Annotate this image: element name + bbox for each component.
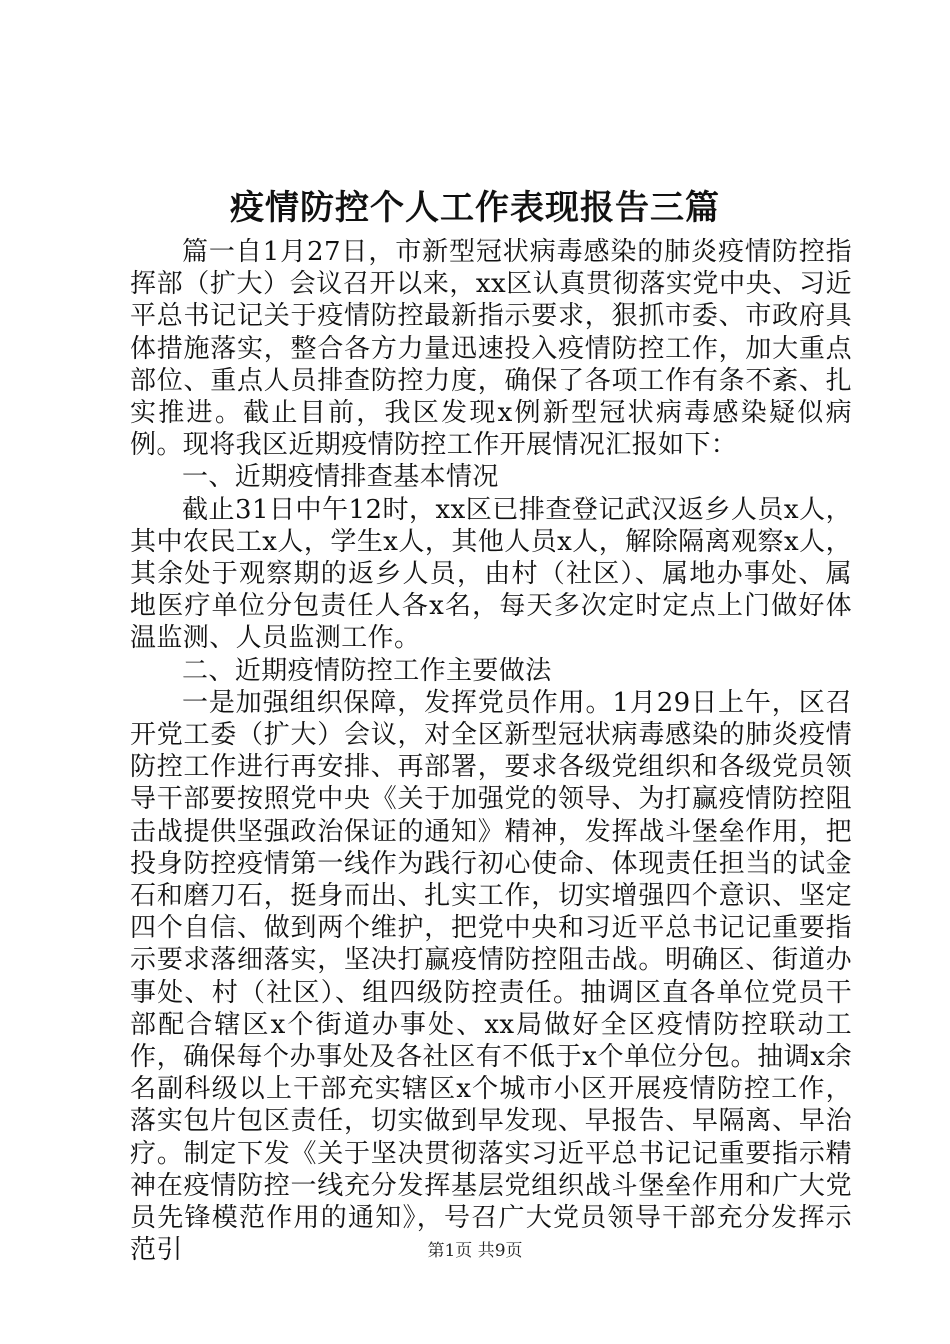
paragraph-investigation: 截止31日中午12时，xx区已排查登记武汉返乡人员x人，其中农民工x人，学生x人，其他人员x人，解除隔离观察x人，其余处于观察期的返乡人员，由村（社区）、属地办事处、属地医疗单位分包责任人各x名，每天多次定时定点上门做好体温监测、人员监测工作。 bbox=[130, 494, 852, 654]
section-heading-1: 一、近期疫情排查基本情况 bbox=[182, 462, 499, 493]
paragraph-organization: 一是加强组织保障，发挥党员作用。1月29日上午，区召开党工委（扩大）会议，对全区新型冠状病毒感染的肺炎疫情防控工作进行再安排、再部署，要求各级党组织和各级党员领导干部要按照党中央《关于加强党的领导、为打赢疫情防控阻击战提供坚强政治保证的通知》精神，发挥战斗堡垒作用，把投身防控疫情第一线作为践行初心使命、体现责任担当的试金石和磨刀石，挺身而出、扎实工作，切实增强四个意识、坚定四个自信、做到两个维护，把党中央和习近平总书记记重要指示要求落细落实，坚决打赢疫情防控阻击战。明确区、街道办事处、村（社区）、组四级防控责任。抽调区直各单位党员干部配合辖区x个街道办事处、xx局做好全区疫情防控联动工作，确保每个办事处及各社区有不低于x个单位分包。抽调x余名副科级以上干部充实辖区x个城市小区开展疫情防控工作，落实包片包区责任，切实做到早发现、早报告、早隔离、早治疗。制定下发《关于坚决贯彻落实习近平总书记记重要指示精神在疫情防控一线充分发挥基层党组织战斗堡垒作用和广大党员先锋模范作用的通知》，号召广大党员领导干部充分发挥示范引 bbox=[130, 687, 852, 1266]
document-title: 疫情防控个人工作表现报告三篇 bbox=[230, 188, 720, 228]
section-heading-2: 二、近期疫情防控工作主要做法 bbox=[182, 655, 552, 686]
document-body bbox=[130, 236, 852, 1267]
page-number-footer: 第1页 共9页 bbox=[427, 1241, 523, 1261]
paragraph-intro: 篇一自1月27日，市新型冠状病毒感染的肺炎疫情防控指挥部（扩大）会议召开以来，xx区认真贯彻落实党中央、习近平总书记记关于疫情防控最新指示要求，狠抓市委、市政府具体措施落实，整合各方力量迅速投入疫情防控工作，加大重点部位、重点人员排查防控力度，确保了各项工作有条不紊、扎实推进。截止目前，我区发现x例新型冠状病毒感染疑似病例。现将我区近期疫情防控工作开展情况汇报如下： bbox=[130, 237, 852, 461]
